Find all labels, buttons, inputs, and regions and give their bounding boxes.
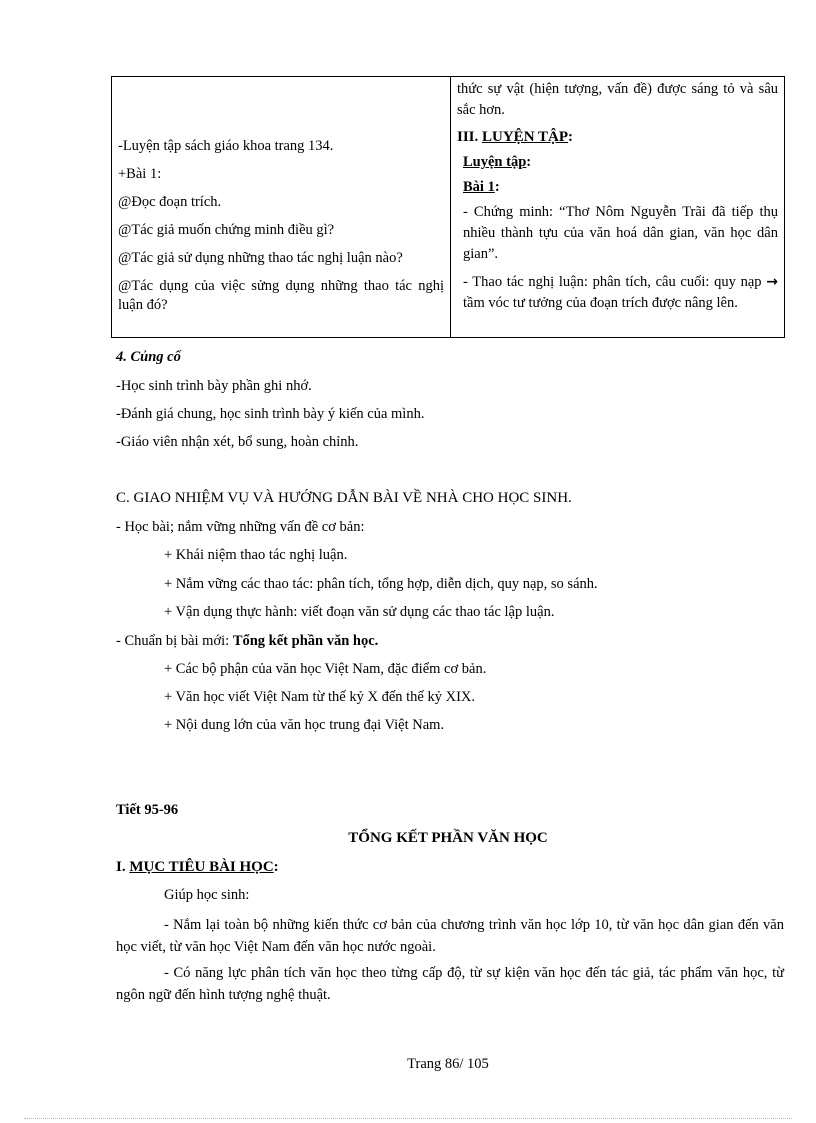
section1-num: I. <box>116 859 126 875</box>
section-c-sub: + Văn học viết Việt Nam từ thế kỷ X đến thế kỷ XIX. <box>164 689 476 705</box>
right-bai <box>457 177 778 198</box>
section-c-sub: + Khái niệm thao tác nghị luận. <box>164 547 348 563</box>
section-c-sub: + Nắm vững các thao tác: phân tích, tổng hợp, diễn dịch, quy nạp, so sánh. <box>164 576 598 592</box>
page-bottom-divider <box>24 1118 792 1119</box>
section1-text: MỤC TIÊU BÀI HỌC <box>129 859 274 875</box>
section-c-sub: + Các bộ phận của văn học Việt Nam, đặc điểm cơ bản. <box>164 661 487 677</box>
section-c-line2 <box>116 631 378 651</box>
right-heading <box>457 127 778 148</box>
right-bai-text: Bài 1 <box>463 179 495 195</box>
cung-co-item: -Đánh giá chung, học sinh trình bày ý kiến của mình. <box>116 406 425 422</box>
cung-co-item: -Học sinh trình bày phần ghi nhớ. <box>116 378 312 394</box>
section-c-heading: C. GIAO NHIỆM VỤ VÀ HƯỚNG DẪN BÀI VỀ NHÀ CHO HỌC SINH. <box>116 490 572 506</box>
right-para-1: - Chứng minh: “Thơ Nôm Nguyễn Trãi đã tiếp thụ nhiều thành tựu của văn hoá dân gian, văn học dân gian”. <box>463 204 778 262</box>
lesson-tiet: Tiết 95-96 <box>116 802 179 818</box>
right-sub-text: Luyện tập <box>463 154 527 170</box>
right-heading-num: III. <box>457 129 479 145</box>
line2-prefix: - Chuẩn bị bài mới: <box>116 633 233 649</box>
right-heading-text: LUYỆN TẬP <box>482 129 569 145</box>
table-right-cell <box>451 77 784 337</box>
cung-co-heading: 4. Củng cố <box>116 349 181 365</box>
section1-colon: : <box>273 859 279 875</box>
left-line-3: @Đọc đoạn trích. <box>118 194 222 210</box>
left-line-1: -Luyện tập sách giáo khoa trang 134. <box>118 138 334 154</box>
section-c-sub: + Nội dung lớn của văn học trung đại Việt Nam. <box>164 717 445 733</box>
right-sub-colon: : <box>526 154 532 170</box>
section-c-line1: - Học bài; nắm vững những vấn đề cơ bản: <box>116 519 365 535</box>
lesson-para-2: - Có năng lực phân tích văn học theo từng cấp độ, từ sự kiện văn học đến tác giả, tác phẩm văn học, từ ngôn ngữ đến hình tượng nghệ thuật. <box>116 965 784 1003</box>
lesson-intro: Giúp học sinh: <box>164 887 250 903</box>
lesson-table <box>111 76 785 338</box>
right-arrow-icon: → <box>766 274 778 290</box>
table-left-cell <box>112 77 451 337</box>
left-line-6: @Tác dụng của việc sửng dụng những thao tác nghị luận đó? <box>118 278 444 313</box>
left-line-5: @Tác giả sử dụng những thao tác nghị luận nào? <box>118 250 403 266</box>
lesson-title: TỔNG KẾT PHẦN VĂN HỌC <box>348 830 548 846</box>
right-bai-colon: : <box>494 179 500 195</box>
section1-heading <box>116 857 279 877</box>
left-line-2: +Bài 1: <box>118 166 162 182</box>
right-intro: thức sự vật (hiện tượng, vấn đề) được sáng tỏ và sâu sắc hơn. <box>457 81 778 118</box>
right-subheading <box>457 152 778 173</box>
right-heading-colon: : <box>568 129 574 145</box>
page-number: Trang 86/ 105 <box>407 1056 489 1072</box>
left-line-4: @Tác giả muốn chứng minh điều gì? <box>118 222 335 238</box>
lesson-para-1: - Nắm lại toàn bộ những kiến thức cơ bản của chương trình văn học lớp 10, từ văn học dân gian đến văn học viết, từ văn học Việt Nam đến văn học nước ngoài. <box>116 917 784 955</box>
right-para-2b: tầm vóc tư tưởng của đoạn trích được nâng lên. <box>463 295 738 311</box>
line2-bold: Tổng kết phần văn học. <box>232 633 379 649</box>
cung-co-item: -Giáo viên nhận xét, bổ sung, hoàn chỉnh. <box>116 434 359 450</box>
right-para-2a: - Thao tác nghị luận: phân tích, câu cuối: quy nạp <box>463 274 762 290</box>
section-c-sub: + Vận dụng thực hành: viết đoạn văn sử dụng các thao tác lập luận. <box>164 604 555 620</box>
right-para-2 <box>457 272 778 314</box>
